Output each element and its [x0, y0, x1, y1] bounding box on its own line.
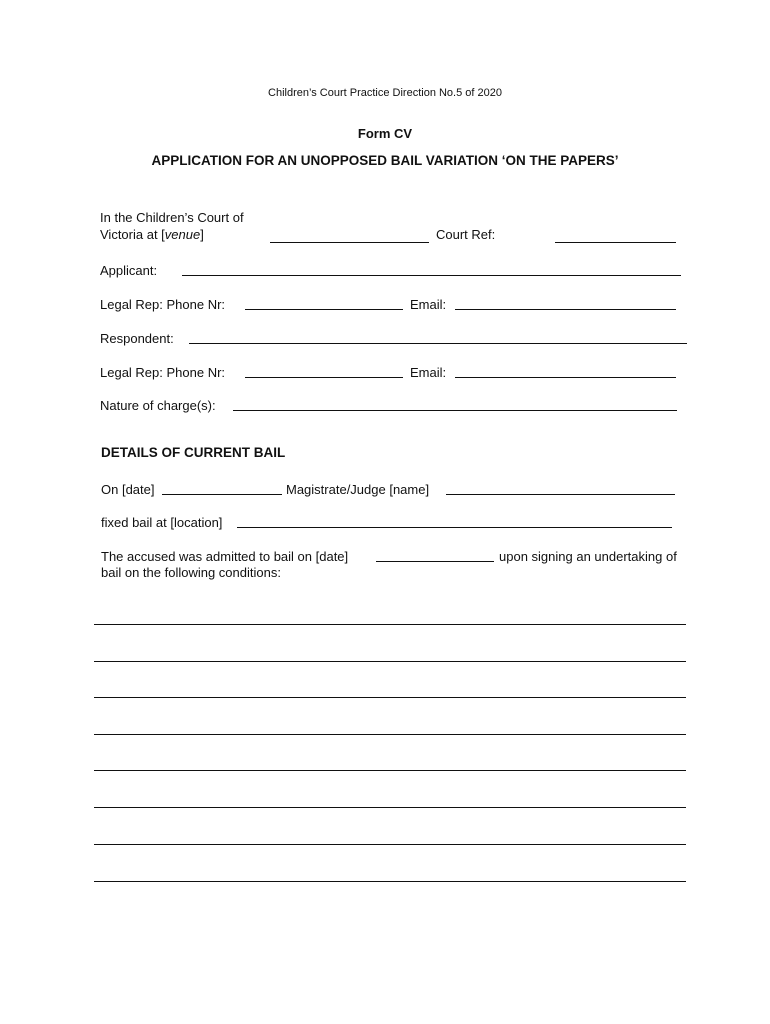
bail-location-field[interactable]: [237, 527, 672, 528]
bail-location-label: fixed bail at [location]: [101, 515, 223, 530]
bail-date-field[interactable]: [162, 494, 282, 495]
court-ref-label: Court Ref:: [436, 227, 496, 242]
magistrate-label: Magistrate/Judge [name]: [286, 482, 430, 497]
charges-field[interactable]: [233, 410, 677, 411]
condition-line[interactable]: [94, 881, 686, 882]
respondent-label: Respondent:: [100, 331, 174, 346]
form-title: APPLICATION FOR AN UNOPPOSED BAIL VARIATION ‘ON THE PAPERS’: [151, 153, 619, 168]
form-id: Form CV: [357, 126, 413, 141]
venue-placeholder: venue: [164, 227, 201, 242]
admitted-date-field[interactable]: [376, 561, 494, 562]
condition-line[interactable]: [94, 844, 686, 845]
applicant-email-label: Email:: [410, 297, 447, 312]
condition-line[interactable]: [94, 697, 686, 698]
practice-direction-header: Children’s Court Practice Direction No.5 of 2020: [268, 87, 502, 99]
current-bail-heading: DETAILS OF CURRENT BAIL: [101, 445, 286, 460]
applicant-legal-rep-label: Legal Rep: Phone Nr:: [100, 297, 226, 312]
condition-line[interactable]: [94, 661, 686, 662]
charges-label: Nature of charge(s):: [100, 398, 216, 413]
condition-line[interactable]: [94, 770, 686, 771]
court-ref-field[interactable]: [555, 242, 676, 243]
applicant-field[interactable]: [182, 275, 681, 276]
venue-field[interactable]: [270, 242, 429, 243]
bail-date-label: On [date]: [101, 482, 155, 497]
condition-line[interactable]: [94, 807, 686, 808]
respondent-email-label: Email:: [410, 365, 447, 380]
respondent-field[interactable]: [189, 343, 687, 344]
admitted-label: The accused was admitted to bail on [date]: [101, 549, 349, 564]
condition-line[interactable]: [94, 734, 686, 735]
applicant-email-field[interactable]: [455, 309, 676, 310]
applicant-phone-field[interactable]: [245, 309, 403, 310]
court-label-line2: Victoria at [venue]: [100, 227, 204, 242]
respondent-email-field[interactable]: [455, 377, 676, 378]
court-label-line1: In the Children’s Court of: [100, 210, 244, 225]
applicant-label: Applicant:: [100, 263, 158, 278]
conditions-label: bail on the following conditions:: [101, 565, 281, 580]
respondent-legal-rep-label: Legal Rep: Phone Nr:: [100, 365, 226, 380]
condition-line[interactable]: [94, 624, 686, 625]
respondent-phone-field[interactable]: [245, 377, 403, 378]
undertaking-label: upon signing an undertaking of: [499, 549, 677, 564]
magistrate-field[interactable]: [446, 494, 675, 495]
